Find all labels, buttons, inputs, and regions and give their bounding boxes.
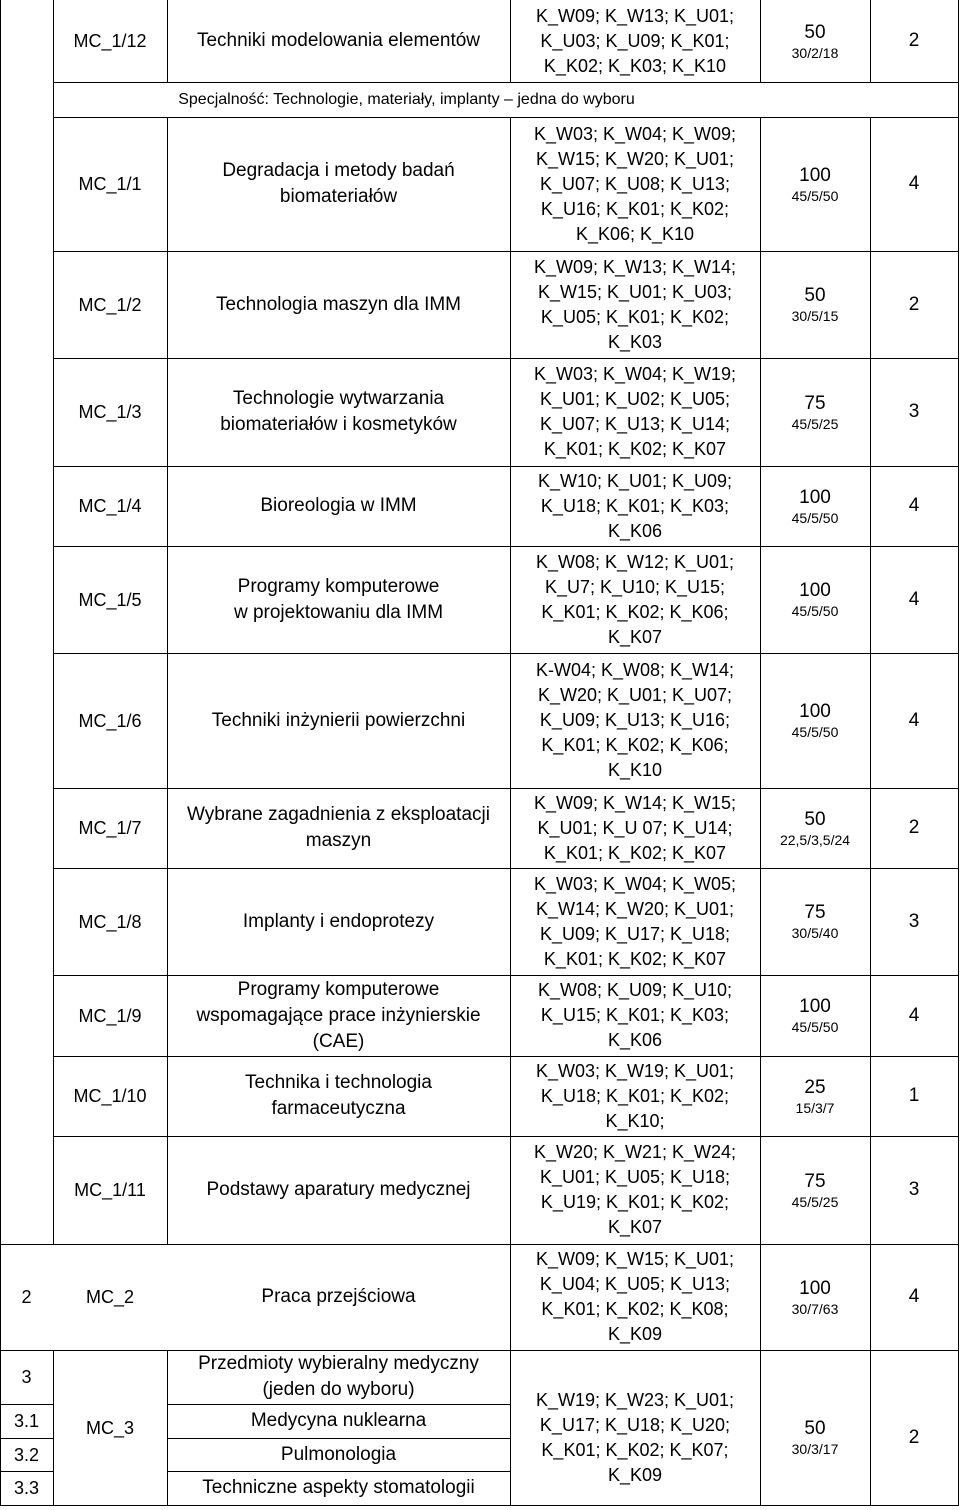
course-name (167, 788, 510, 868)
hours-breakdown: 45/5/25 (791, 1193, 839, 1210)
learning-outcomes (510, 546, 760, 653)
learning-outcomes (510, 653, 760, 788)
learning-outcomes-text: K_W09; K_W13; K_U01; K_U03; K_U09; K_K01; K_K02; K_K03; K_K10 (535, 5, 735, 76)
ects-points-text: 3 (908, 910, 920, 932)
learning-outcomes (510, 788, 760, 868)
course-name-text: Programy komputerowe w projektowaniu dla IMM (233, 575, 444, 623)
learning-outcomes-text: K_W19; K_W23; K_U01; K_U17; K_U18; K_U20; K_K01; K_K02; K_K07; K_K09 (535, 1389, 735, 1485)
hours-breakdown: 45/5/50 (791, 724, 839, 740)
hours-breakdown: 30/2/18 (791, 44, 839, 61)
specialty-header-text: Specjalność: Technologie, materiały, implanty – jedna do wyboru (178, 90, 635, 108)
learning-outcomes (510, 1056, 760, 1136)
course-name-text: Techniki modelowania elementów (196, 30, 481, 51)
hours-total: 50 (804, 21, 826, 43)
course-code (53, 868, 167, 975)
course-code-text: MC_1/9 (78, 1005, 142, 1026)
course-code (53, 117, 167, 251)
hours-breakdown: 30/5/15 (791, 308, 839, 324)
learning-outcomes (510, 0, 760, 82)
course-name (167, 975, 510, 1056)
elective-number-text: 3.1 (13, 1411, 40, 1431)
ects-points-text: 2 (908, 817, 920, 838)
course-name-text: Technologia maszyn dla IMM (216, 293, 461, 315)
course-code-text: MC_1/8 (78, 911, 142, 932)
ects-points (870, 251, 958, 358)
hours-total: 75 (804, 902, 826, 923)
learning-outcomes (510, 975, 760, 1056)
learning-outcomes-text: K_W08; K_U09; K_U10; K_U15; K_K01; K_K03; K_K06 (537, 980, 733, 1050)
course-name-text: Wybrane zagadnienia z eksploatacji maszyn (187, 804, 490, 851)
hours-cell (760, 975, 870, 1056)
course-name-text: Techniki inżynierii powierzchni (211, 709, 466, 731)
course-name-text: Technika i technologia farmaceutyczna (245, 1072, 432, 1119)
ects-points (870, 975, 958, 1056)
ects-points (870, 1370, 958, 1505)
elective-number (0, 1471, 53, 1505)
hours-cell (760, 1056, 870, 1136)
hours-cell (760, 466, 870, 546)
hours-total: 50 (804, 1418, 826, 1439)
course-code (53, 788, 167, 868)
elective-number (0, 1404, 53, 1438)
hours-total: 100 (799, 580, 831, 601)
course-code-text: MC_1/10 (73, 1086, 147, 1106)
hours-total: 100 (799, 701, 831, 722)
ects-points (870, 0, 958, 82)
course-name (167, 1136, 510, 1244)
course-code-text: MC_2 (85, 1287, 134, 1307)
elective-name (167, 1471, 510, 1505)
course-code-text: MC_1/12 (73, 31, 147, 51)
hours-cell (760, 358, 870, 466)
learning-outcomes (510, 251, 760, 358)
elective-name (167, 1438, 510, 1471)
hours-total: 100 (799, 996, 831, 1017)
ects-points (870, 868, 958, 975)
course-code (53, 358, 167, 466)
column-divider (958, 0, 959, 1506)
ects-points-text: 2 (908, 1426, 920, 1448)
hours-breakdown: 30/7/63 (791, 1300, 839, 1317)
ects-points-text: 4 (908, 1286, 920, 1307)
course-code (53, 1056, 167, 1136)
ects-points (870, 1244, 958, 1350)
group-number (0, 1350, 53, 1404)
ects-points (870, 546, 958, 653)
ects-points-text: 4 (908, 173, 920, 194)
course-name (167, 868, 510, 975)
hours-cell (760, 546, 870, 653)
learning-outcomes-text: K_W03; K_W04; K_W09; K_W15; K_W20; K_U01; K_U07; K_U08; K_U13; K_U16; K_K01; K_K02; K_K06; K_K10 (533, 123, 737, 244)
learning-outcomes-text: K_W20; K_W21; K_W24; K_U01; K_U05; K_U18; K_U19; K_K01; K_K02; K_K07 (533, 1142, 737, 1237)
learning-outcomes-text: K_W09; K_W13; K_W14; K_W15; K_U01; K_U03; K_U05; K_K01; K_K02; K_K03 (533, 256, 737, 352)
hours-cell (760, 1244, 870, 1350)
group-number-text: 2 (21, 1287, 32, 1307)
learning-outcomes (510, 868, 760, 975)
course-code (53, 546, 167, 653)
course-name (167, 251, 510, 358)
course-name-text: Programy komputerowe wspomagające prace inżynierskie (CAE) (196, 978, 481, 1052)
course-code (53, 1136, 167, 1244)
course-code-text: MC_1/3 (78, 402, 142, 422)
hours-breakdown: 45/5/50 (791, 603, 839, 619)
ects-points-text: 3 (908, 401, 920, 422)
course-code (53, 466, 167, 546)
course-code-text: MC_1/2 (78, 294, 142, 315)
elective-group-name-text: Przedmioty wybieralny medyczny (jeden do wyboru) (198, 1353, 479, 1400)
ects-points (870, 358, 958, 466)
specialty-header (53, 82, 760, 117)
elective-name-text: Medycyna nuklearna (250, 1410, 427, 1431)
elective-name (167, 1404, 510, 1438)
hours-total: 75 (804, 392, 826, 414)
hours-total: 100 (799, 164, 831, 186)
course-name-text: Podstawy aparatury medycznej (206, 1179, 471, 1200)
hours-total: 100 (799, 1277, 831, 1299)
hours-breakdown: 22,5/3,5/24 (779, 831, 851, 848)
hours-total: 75 (804, 1170, 826, 1192)
course-name (167, 466, 510, 546)
course-name-text: Bioreologia w IMM (260, 495, 417, 516)
course-code-text: MC_1/11 (74, 1180, 146, 1200)
learning-outcomes (510, 466, 760, 546)
elective-group-name (167, 1350, 510, 1404)
learning-outcomes (510, 1370, 760, 1505)
row-divider (0, 1505, 959, 1506)
hours-breakdown: 45/5/50 (791, 187, 839, 204)
hours-cell (760, 868, 870, 975)
learning-outcomes-text: K_W08; K_W12; K_U01; K_U7; K_U10; K_U15; K_K01; K_K02; K_K06; K_K07 (535, 551, 735, 647)
course-name (167, 358, 510, 466)
ects-points-text: 4 (908, 495, 920, 516)
hours-cell (760, 788, 870, 868)
ects-points (870, 788, 958, 868)
hours-cell (760, 251, 870, 358)
learning-outcomes (510, 1244, 760, 1350)
hours-breakdown: 30/5/40 (791, 925, 839, 941)
group-number (0, 1244, 53, 1350)
learning-outcomes-text: K_W03; K_W04; K_W05; K_W14; K_W20; K_U01; K_U09; K_U17; K_U18; K_K01; K_K02; K_K07 (533, 873, 737, 969)
learning-outcomes-text: K_W03; K_W19; K_U01; K_U18; K_K01; K_K02; K_K10; (535, 1060, 735, 1131)
hours-breakdown: 45/5/25 (791, 415, 839, 432)
learning-outcomes-text: K_W09; K_W15; K_U01; K_U04; K_U05; K_U13; K_K01; K_K02; K_K08; K_K09 (535, 1249, 735, 1344)
course-name-text: Technologie wytwarzania biomateriałów i kosmetyków (220, 388, 457, 435)
hours-cell (760, 653, 870, 788)
course-name (167, 1244, 510, 1350)
course-code-text: MC_1/4 (78, 496, 142, 516)
course-name-text: Degradacja i metody badań biomateriałów (222, 160, 455, 207)
course-name (167, 653, 510, 788)
course-code (53, 975, 167, 1056)
ects-points-text: 1 (908, 1085, 920, 1106)
elective-number-text: 3.2 (13, 1444, 40, 1465)
group-number-text: 3 (21, 1367, 32, 1387)
hours-total: 50 (804, 285, 826, 306)
course-name (167, 1056, 510, 1136)
ects-points-text: 4 (908, 1004, 920, 1026)
course-name (167, 0, 510, 82)
course-code-text: MC_1/1 (78, 174, 142, 194)
elective-name-text: Pulmonologia (280, 1443, 397, 1465)
ects-points (870, 1136, 958, 1244)
course-code (53, 653, 167, 788)
course-name-text: Praca przejściowa (261, 1286, 416, 1307)
course-code-text: MC_1/6 (78, 710, 142, 731)
hours-cell (760, 117, 870, 251)
hours-total: 50 (804, 808, 826, 830)
course-code-text: MC_3 (85, 1417, 134, 1438)
elective-number (0, 1438, 53, 1471)
hours-cell (760, 1370, 870, 1505)
learning-outcomes-text: K-W04; K_W08; K_W14; K_W20; K_U01; K_U07; K_U09; K_U13; K_U16; K_K01; K_K02; K_K06; K_K10 (535, 660, 735, 780)
ects-points-text: 2 (908, 30, 920, 51)
hours-cell (760, 0, 870, 82)
ects-points-text: 4 (908, 588, 920, 610)
hours-breakdown: 15/3/7 (795, 1099, 835, 1116)
hours-breakdown: 45/5/50 (791, 1019, 839, 1035)
learning-outcomes-text: K_W09; K_W14; K_W15; K_U01; K_U 07; K_U14; K_K01; K_K02; K_K07 (533, 792, 737, 863)
course-code (53, 1244, 167, 1350)
elective-name-text: Techniczne aspekty stomatologii (202, 1477, 475, 1498)
ects-points (870, 466, 958, 546)
hours-cell (760, 1136, 870, 1244)
ects-points-text: 2 (908, 293, 920, 315)
course-name (167, 117, 510, 251)
learning-outcomes (510, 358, 760, 466)
course-name-text: Implanty i endoprotezy (242, 910, 435, 932)
ects-points (870, 653, 958, 788)
hours-total: 100 (799, 486, 831, 508)
hours-breakdown: 30/3/17 (791, 1441, 839, 1457)
hours-breakdown: 45/5/50 (791, 509, 839, 526)
learning-outcomes-text: K_W10; K_U01; K_U09; K_U18; K_K01; K_K03; K_K06 (537, 470, 733, 541)
ects-points-text: 3 (908, 1179, 920, 1200)
hours-total: 25 (804, 1076, 826, 1098)
ects-points (870, 117, 958, 251)
elective-number-text: 3.3 (13, 1478, 40, 1498)
learning-outcomes-text: K_W03; K_W04; K_W19; K_U01; K_U02; K_U05; K_U07; K_U13; K_U14; K_K01; K_K02; K_K07 (533, 364, 737, 459)
ects-points (870, 1056, 958, 1136)
course-code (53, 251, 167, 358)
learning-outcomes (510, 1136, 760, 1244)
course-code (53, 1350, 167, 1505)
course-code-text: MC_1/5 (78, 589, 142, 610)
course-name (167, 546, 510, 653)
ects-points-text: 4 (908, 709, 920, 731)
course-code-text: MC_1/7 (78, 818, 142, 838)
learning-outcomes (510, 117, 760, 251)
course-code (53, 0, 167, 82)
